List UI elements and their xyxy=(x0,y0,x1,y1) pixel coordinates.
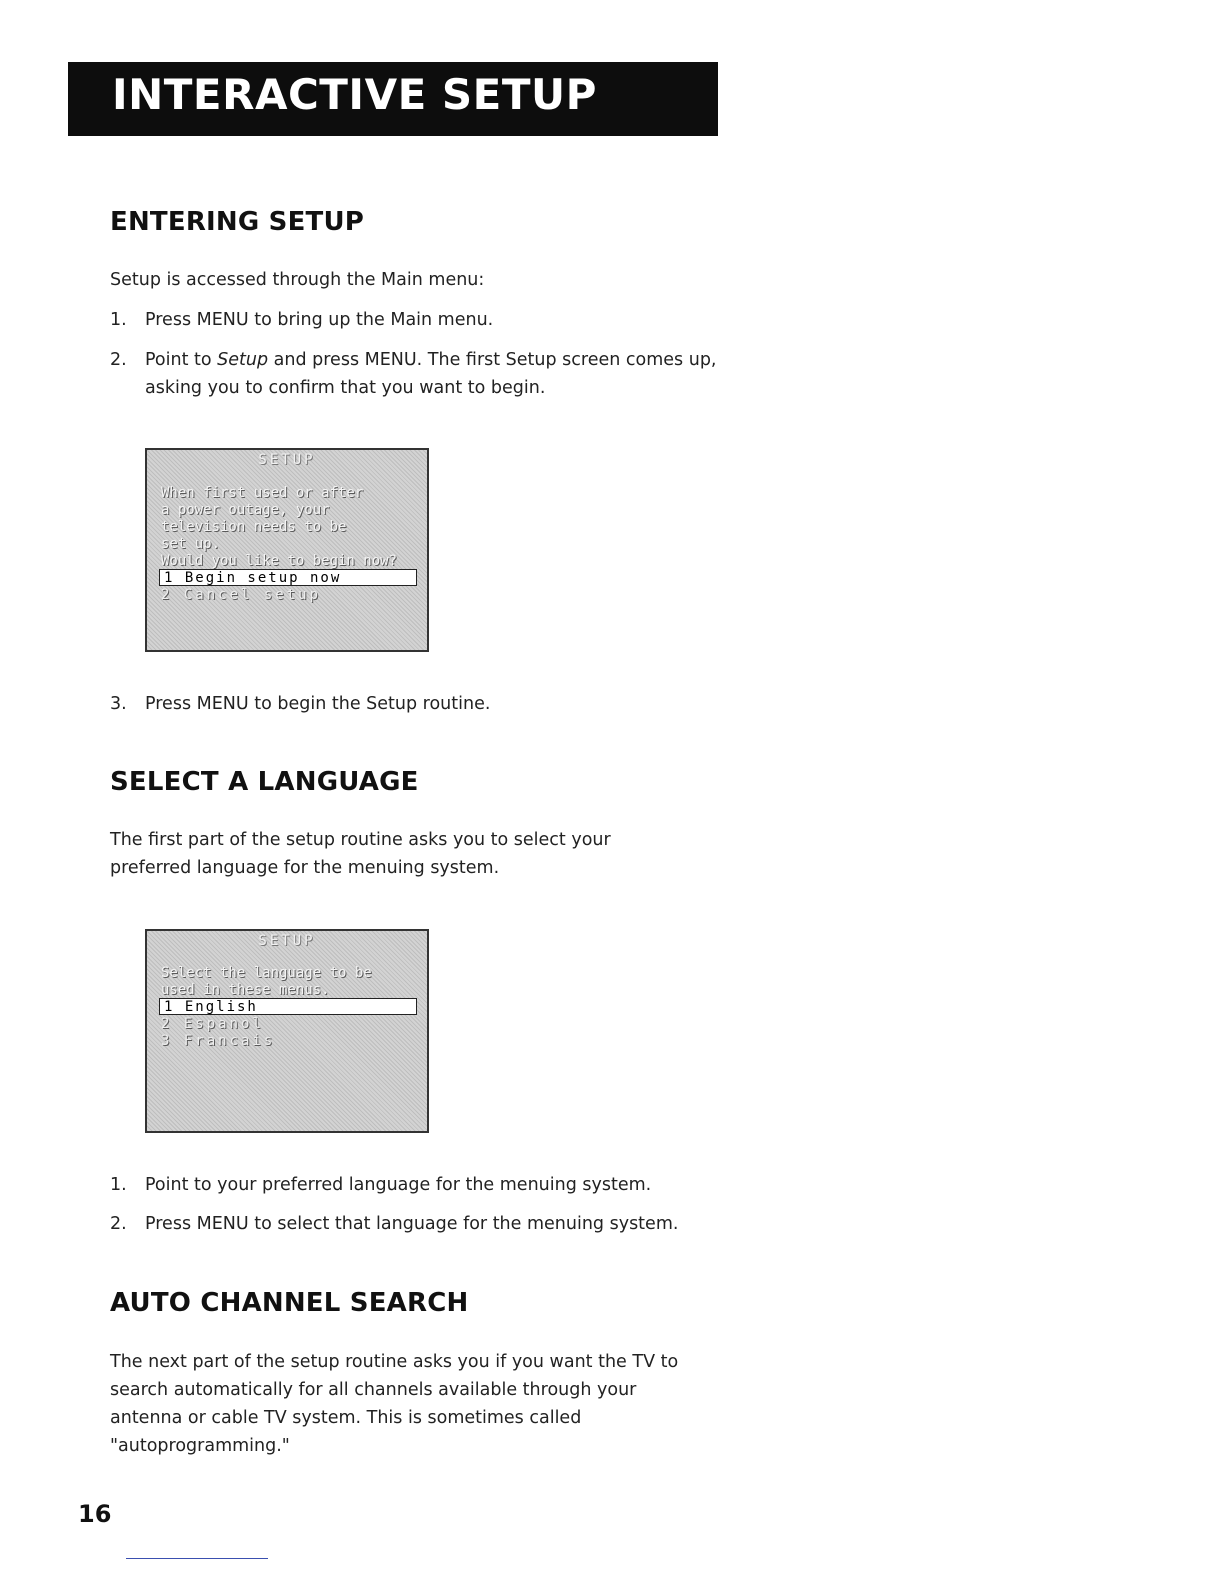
entering-setup-heading: ENTERING SETUP xyxy=(110,207,365,237)
select-language-step-2 xyxy=(110,1210,730,1238)
screen-title: SETUP xyxy=(258,452,316,468)
auto-channel-search-intro: The next part of the setup routine asks you if you want the TV to search automatically for all channels available through your antenna or cable TV system. This is sometimes called "autoprogramming." xyxy=(110,1352,679,1456)
step-number: 1. xyxy=(110,310,127,330)
select-language-heading: SELECT A LANGUAGE xyxy=(110,767,419,797)
screen-message-line: used in these menus. xyxy=(161,982,330,998)
footer-divider xyxy=(126,1558,268,1559)
step-text-after: and press MENU. The first Setup screen comes up, asking you to confirm that you want to begin. xyxy=(145,350,717,398)
step-text-before: Point to xyxy=(145,350,218,370)
step-text: Press MENU to bring up the Main menu. xyxy=(145,310,494,330)
step-text: Point to your preferred language for the menuing system. xyxy=(145,1175,652,1195)
option-francais: 3 Francais xyxy=(161,1033,276,1049)
setup-language-screen xyxy=(145,929,429,1133)
chapter-banner xyxy=(68,62,718,136)
step-number: 3. xyxy=(110,694,127,714)
option-begin-setup-now: 1 Begin setup now xyxy=(159,569,417,586)
step-text xyxy=(145,346,730,402)
step-number: 2. xyxy=(110,1214,127,1234)
page-number: 16 xyxy=(78,1500,112,1528)
option-cancel-setup: 2 Cancel setup xyxy=(161,587,322,603)
screen-title: SETUP xyxy=(258,933,316,949)
screen-message-line: set up. xyxy=(161,536,221,552)
step-number: 1. xyxy=(110,1175,127,1195)
select-language-intro: The first part of the setup routine asks you to select your preferred language for the menuing system. xyxy=(110,830,611,878)
step-text: Press MENU to begin the Setup routine. xyxy=(145,694,491,714)
entering-setup-step-1 xyxy=(110,306,730,334)
setup-begin-screen xyxy=(145,448,429,652)
step-number: 2. xyxy=(110,350,127,370)
option-espanol: 2 Espanol xyxy=(161,1016,264,1032)
option-english: 1 English xyxy=(159,998,417,1015)
screen-message-line: a power outage, your xyxy=(161,502,330,518)
screen-message-line: Select the language to be xyxy=(161,965,372,981)
entering-setup-step-3 xyxy=(110,690,730,718)
screen-message-line: When first used or after xyxy=(161,485,364,501)
select-language-step-1 xyxy=(110,1171,730,1199)
screen-message-line: Would you like to begin now? xyxy=(161,553,398,569)
entering-setup-step-2 xyxy=(110,346,730,402)
setup-menu-term: Setup xyxy=(217,350,269,370)
auto-channel-search-heading: AUTO CHANNEL SEARCH xyxy=(110,1288,469,1318)
chapter-title: INTERACTIVE SETUP xyxy=(112,70,597,119)
screen-message-line: television needs to be xyxy=(161,519,347,535)
entering-setup-intro: Setup is accessed through the Main menu: xyxy=(110,270,485,290)
step-text: Press MENU to select that language for the menuing system. xyxy=(145,1214,679,1234)
